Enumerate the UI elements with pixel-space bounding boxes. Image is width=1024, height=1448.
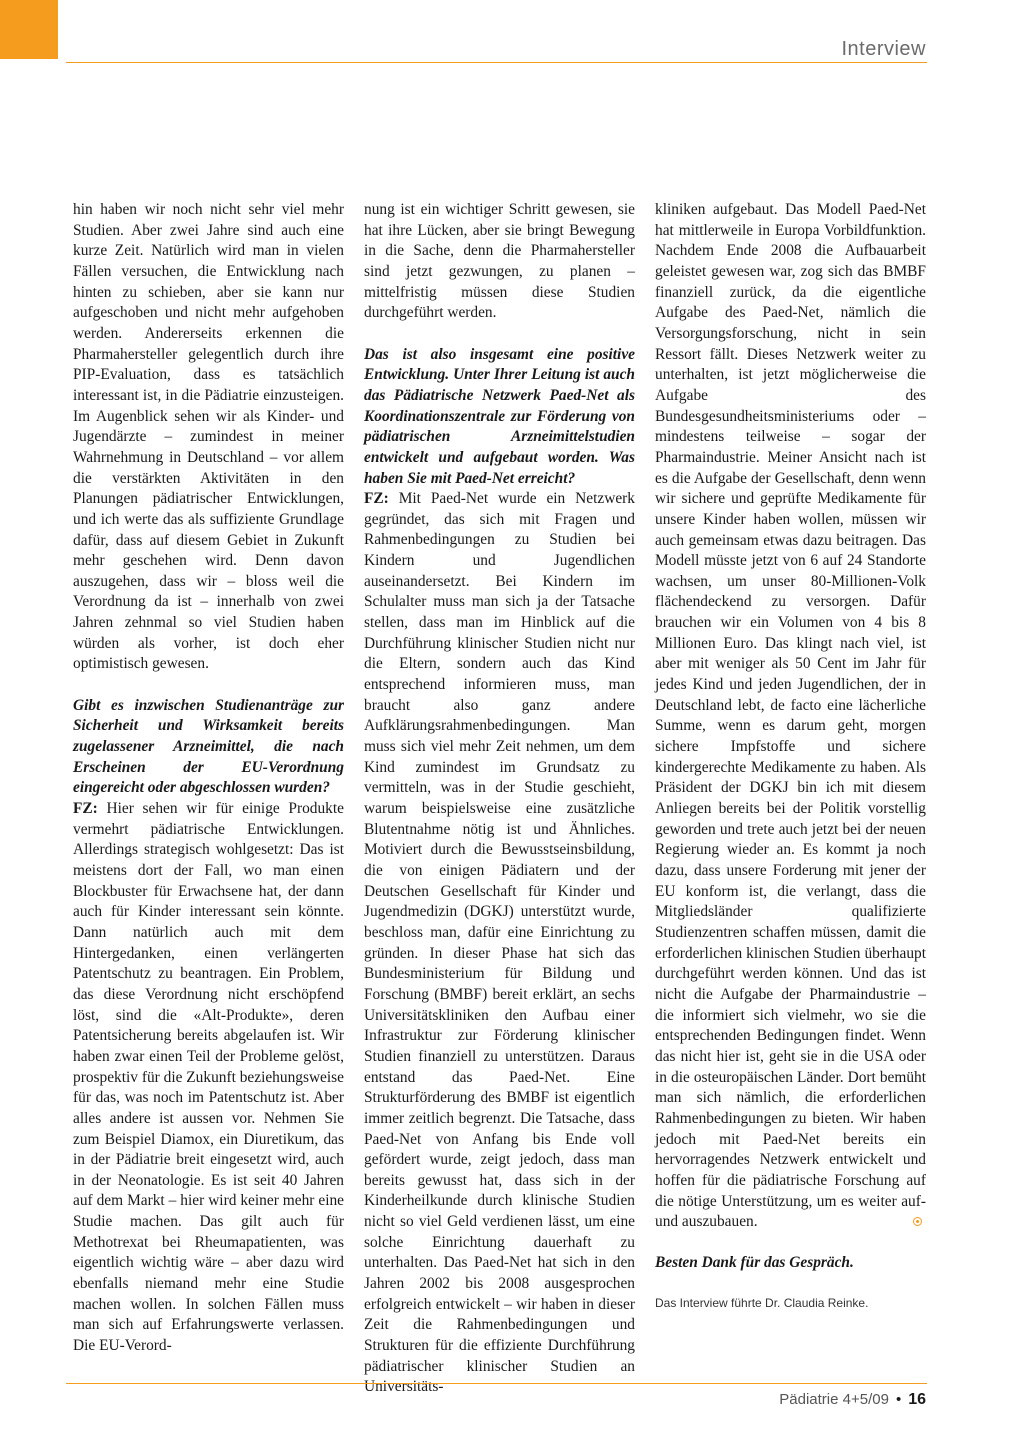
answer-text: Mit Paed-Net wurde ein Netzwerk gegründet, das sich mit Fragen und Rahmenbedingungen zu Studien bei Kindern und Jugendlichen auseinandersetzt. Bei Kindern im Schulalter muss man sich ja der Tatsache stellen, dass man im Hinblick auf die Durchführung klinischer Studien nicht nur die Eltern, sondern auch das Kind entsprechend informieren muss, man braucht also ganz andere Aufklärungsrahmenbedingungen. Man muss sich viel mehr Zeit nehmen, um dem Kind zumindest im Grundsatz zu vermitteln, was in der Studie geschieht, warum beispielsweise eine zusätzliche Blutentnahme nötig ist und Ähnliches. Motiviert durch die Bewusstseinsbildung, die von einigen Pädiatern und der Deutschen Gesellschaft für Kinder und Jugendmedizin (DGKJ) unterstützt wurde, beschloss man, dafür eine Einrichtung zu gründen. In dieser Phase hat sich das Bundesministerium für Bildung und Forschung (BMBF) bereit erklärt, an sechs Universitätskliniken den Aufbau einer Infrastruktur zur Förderung klinischer Studien finanziell zu unterstützen. Daraus entstand das Paed-Net. Eine Strukturförderung des BMBF ist eigentlich immer zeitlich begrenzt. Die Tatsache, dass Paed-Net von Anfang bis Ende voll gefördert wurde, zeigt jedoch, dass man bereits gewusst hat, dass sich in der Kinderheilkunde durch klinische Studien nicht so viel Geld verdienen lässt, um eine solche Einrichtung dauerhaft zu unterhalten. Das Paed-Net hat sich in den Jahren 2002 bis 2008 ausgesprochen erfolgreich entwickelt – wir haben in dieser Zeit die Rahmenbedingungen und Strukturen für die effiziente Durchführung pädiatrischer klinischer Studien an Universitäts- — [364, 490, 635, 1396]
interview-question: Gibt es inzwischen Studienanträge zur Sicherheit und Wirksamkeit bereits zugelassener Arzneimittel, die nach Erscheinen der EU-Verordnung eingereicht oder abgeschlossen wurden? — [73, 696, 344, 797]
page-number: 16 — [908, 1391, 926, 1408]
article-column-1 — [73, 200, 344, 1357]
article-column-3 — [655, 200, 926, 1311]
page-footer — [779, 1391, 926, 1409]
paragraph-spacer — [364, 324, 635, 345]
interview-credit: Das Interview führte Dr. Claudia Reinke. — [655, 1295, 869, 1310]
paragraph: nung ist ein wichtiger Schritt gewesen, sie hat ihre Lücken, aber sie bringt Bewegung in die Sache, denn die Pharmahersteller sind jetzt gezwungen, zu planen – mittelfristig müssen diese Studien durchgeführt werden. — [364, 201, 635, 322]
speaker-initials: FZ: — [364, 490, 389, 508]
footer-rule — [66, 1383, 927, 1384]
paragraph-spacer — [655, 1233, 926, 1254]
paragraph-spacer — [73, 675, 344, 696]
interview-answer — [73, 799, 344, 1357]
end-of-article-icon — [913, 1217, 922, 1226]
speaker-initials: FZ: — [73, 800, 98, 818]
section-label: Interview — [841, 38, 926, 60]
closing-thanks: Besten Dank für das Gespräch. — [655, 1254, 854, 1272]
footer-bullet: • — [895, 1391, 902, 1408]
paragraph-text: kliniken aufgebaut. Das Modell Paed-Net hat mittlerweile in Europa Vorbildfunktion. Nachdem Ende 2008 die Aufbauarbeit geleistet gewesen war, zog sich das BMBF finanziell zurück, da die eigentliche Aufgabe des Paed-Net, nämlich die Versorgungsforschung, nicht in sein Ressort fällt. Dieses Netzwerk weiter zu unterhalten, ist jetzt möglicherweise die Aufgabe des Bundesgesundheitsministeriums oder – mindestens teilweise – sogar der Pharmaindustrie. Meiner Ansicht nach ist es die Aufgabe der Gesellschaft, denn wenn wir sichere und geprüfte Medikamente für unsere Kinder haben wollen, müssen wir auch gemeinsam etwas dazu beitragen. Das Modell müsste jetzt von 6 auf 24 Standorte wachsen, um unser 80-Millionen-Volk flächendeckend zu versorgen. Dafür brauchen wir ein Volumen von 4 bis 8 Millionen Euro. Das klingt nach viel, ist aber mit weniger als 50 Cent im Jahr für jedes Kind und jeden Jugendlichen, der in Deutschland lebt, de facto eine lächerliche Summe, wenn es darum geht, morgen sichere Impfstoffe und sichere kindergerechte Medikamente zu haben. Als Präsident der DGKJ bin ich mit diesem Anliegen bereits bei der Politik vorstellig geworden und trete auch jetzt bei der neuen Regierung wieder an. Es kommt ja noch dazu, dass unsere Forderung mit jener der EU konform ist, die verlangt, dass die Mitgliedsländer qualifizierte Studienzentren schaffen müssen, damit die erforderlichen klinischen Studien überhaupt durchgeführt werden können. Und das ist nicht die Aufgabe der Pharmaindustrie – die informiert sich vielmehr, wo sie die entsprechenden Bedingungen findet. Wenn das nicht hier ist, geht sie in die USA oder in die osteuropäischen Länder. Dort bemüht man sich nämlich, die erforderlichen Rahmenbedingungen zu bieten. Wir haben jedoch mit Paed-Net bereits ein hervorragendes Netzwerk entwickelt und hoffen für die pädiatrische Forschung auf die nötige Unterstützung, um es weiter auf- und auszubauen. — [655, 201, 926, 1231]
answer-text: Hier sehen wir für einige Produkte vermehrt pädiatrische Entwicklungen. Allerdings strategisch wohlgesetzt: Das ist meistens dort der Fall, wo man einen Blockbuster für Erwachsene hat, der dann auch für Kinder interessant sein könnte. Dann natürlich auch mit dem Hintergedanken, einen verlängerten Patentschutz zu beantragen. Ein Problem, das diese Verordnung nicht erschöpfend löst, sind die «Alt-Produkte», deren Patentsicherung bereits abgelaufen ist. Wir haben zwar einen Teil der Probleme gelöst, prospektiv für die Zukunft beziehungsweise für das, was noch im Patentschutz ist. Aber alles andere ist aussen vor. Nehmen Sie zum Beispiel Diamox, ein Diuretikum, das in der Pädiatrie breit eingesetzt wird, auch in der Neonatologie. Es ist seit 40 Jahren auf dem Markt – hier wird keiner mehr eine Studie machen. Das gilt auch für Methotrexat bei Rheumapatienten, was eigentlich wichtig wäre – aber dazu wird ebenfalls niemand mehr eine Studie machen wollen. In solchen Fällen muss man sich auf Erfahrungswerte verlassen. Die EU-Verord- — [73, 800, 344, 1355]
journal-issue: Pädiatrie 4+5/09 — [779, 1391, 889, 1408]
article-column-2 — [364, 200, 635, 1398]
interview-answer — [364, 489, 635, 1398]
interview-question: Das ist also insgesamt eine positive Entwicklung. Unter Ihrer Leitung ist auch das Pädiatrische Netzwerk Paed-Net als Koordinationszentrale zur Förderung von pädiatrischen Arzneimittelstudien entwickelt und aufgebaut worden. Was haben Sie mit Paed-Net erreicht? — [364, 345, 635, 487]
paragraph — [655, 200, 926, 1233]
header-rule — [66, 62, 927, 63]
paragraph-spacer — [655, 1274, 926, 1295]
corner-accent-block — [0, 0, 58, 59]
paragraph: hin haben wir noch nicht sehr viel mehr Studien. Aber zwei Jahre sind auch eine kurze Zeit. Natürlich wird man in vielen Fällen versuchen, die Entwicklung nach hinten zu schieben, aber sie kann nur aufgeschoben und nicht mehr aufgehoben werden. Andererseits erkennen die Pharmahersteller gelegentlich durch ihre PIP-Evaluation, dass es tatsächlich interessant ist, in die Pädiatrie einzusteigen. Im Augenblick sehen wir als Kinder- und Jugendärzte – zumindest in meiner Wahrnehmung in Deutschland – vor allem die verstärkten Aktivitäten in den Planungen pädiatrischer Entwicklungen, und ich werte das als suffiziente Grundlage dafür, dass auf diesem Gebiet in Zukunft mehr geschehen wird. Denn davon auszugehen, dass wir – bloss weil die Verordnung da ist – innerhalb von zwei Jahren zehnmal so viel Studien haben würden als vorher, ist doch eher optimistisch gewesen. — [73, 201, 344, 673]
